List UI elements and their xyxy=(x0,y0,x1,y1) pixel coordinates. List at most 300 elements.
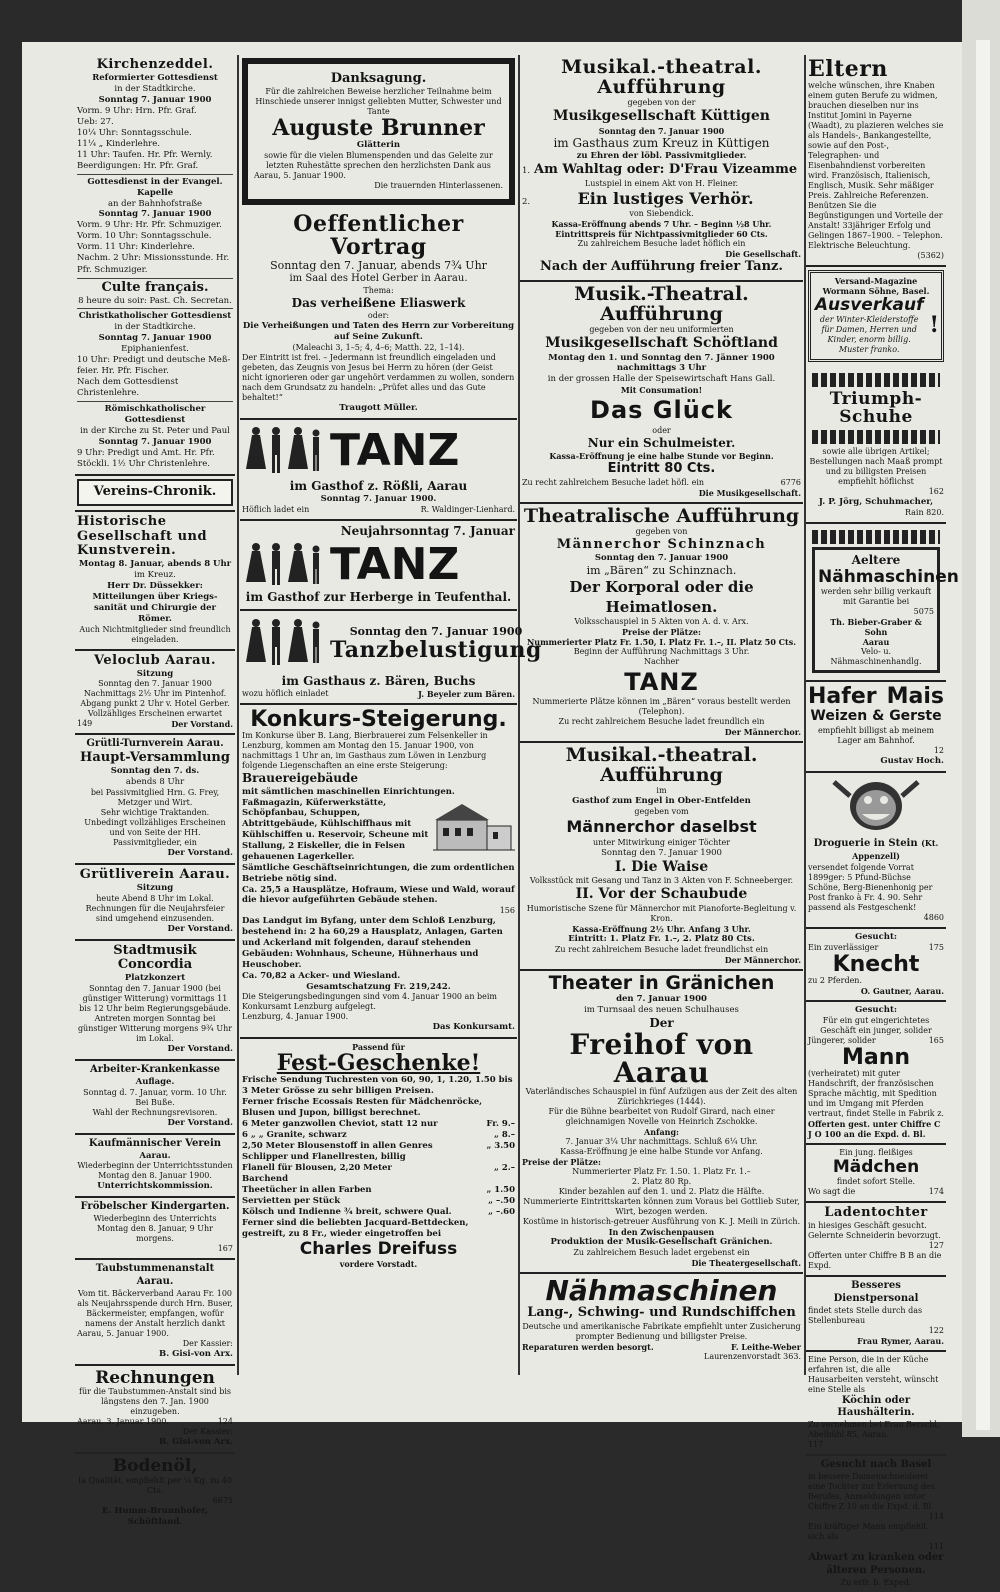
text: werden sehr billig verkauft mit Garantie bei xyxy=(820,587,932,607)
text: Zu erfr. b. Exped. xyxy=(840,1577,912,1587)
ad-graenichen xyxy=(520,971,803,1274)
ad-title: Mann xyxy=(841,1045,911,1071)
line: Vorm. 10 Uhr: Sonntagsschule. xyxy=(77,231,212,242)
item: Theetücher in allen Farben xyxy=(242,1185,372,1196)
text: (verheiratet) mit guter Handschrift, der französischen Sprache mächtig, mit Spedition und im Umgang mit Pferden vertraut, findet Stelle in Fabrik z. xyxy=(808,1069,944,1119)
ad-ausverkauf xyxy=(808,270,944,362)
line: 10 Uhr: Predigt und deutsche Meß- xyxy=(77,354,231,365)
text: sowie alle übrigen Artikel; Bestellungen nach Maaß prompt und zu billigsten Preisen empfiehlt höflichst xyxy=(809,447,943,487)
text: (Kt. Appenzell) xyxy=(852,837,939,861)
signature: Der Männerchor. xyxy=(724,727,801,738)
ad-title: Bodenöl, xyxy=(112,1456,198,1477)
text: in hiesiges Geschäft gesucht. Gelernte Schneiderin bevorzugt. xyxy=(808,1220,941,1240)
text: Vom tit. Bäckerverband Aarau Fr. 100 als Neujahrsspende durch Hrn. Buser, Bäckermeister, empfangen, wofür namens der Anstalt herzlich dankt xyxy=(77,1288,233,1328)
ad-title: Musik.-Theatral. Aufführung xyxy=(574,282,749,325)
address: vordere Vorstadt. xyxy=(339,1258,418,1269)
schedule xyxy=(77,220,233,275)
ad-taubstummenanstalt xyxy=(75,1260,235,1365)
price-row xyxy=(242,1174,515,1185)
schedule xyxy=(77,106,233,172)
ad-title: Theatralische Aufführung xyxy=(523,504,800,527)
text: Deutsche und amerikanische Fabrikate empfiehlt unter Zusicherung prompter Bedienung und billigster Preise. xyxy=(522,1321,801,1341)
text: Im Konkurse über B. Lang, Bierbrauerei zum Felsenkeller in Lenzburg, kommen am Montag den 15. Januar 1900, von nachmittags 1 Uhr an, im Gasthaus zum Löwen in Lenzburg folgende Liegenschaften an eine erste Steigerung: xyxy=(242,731,488,771)
text: Produktion der Musik-Gesellschaft Gränichen. xyxy=(550,1237,773,1248)
ad-title: Knecht xyxy=(832,952,920,978)
line: Beerdigungen: Hr. Pfr. Graf. xyxy=(77,160,199,171)
ad-triumph-schuhe xyxy=(806,367,946,524)
ornament-border xyxy=(812,430,940,444)
text: Preise der Plätze: xyxy=(522,1157,601,1168)
text: im Kreuz. xyxy=(134,570,176,581)
signature: Der Männerchor. xyxy=(724,955,801,966)
signature: O. Gautner, Aarau. xyxy=(860,986,944,997)
signature: F. Leithe-Weber xyxy=(730,1341,801,1352)
location: im Turnsaal des neuen Schulhauses xyxy=(584,1005,739,1016)
text: Kassa-Eröffnung je eine halbe Stunde vor Beginn. xyxy=(549,451,774,462)
play-title: Das Glück xyxy=(590,396,733,425)
ad-number: 4860 xyxy=(923,913,944,923)
location: im Saal des Hotel Gerber in Aarau. xyxy=(289,273,468,285)
item: Schlipper und Flanellresten, billig xyxy=(242,1152,406,1163)
play-subtitle: Vaterländisches Schauspiel in fünf Aufzügen aus der Zeit des alten Zürichkrieges (1444). xyxy=(525,1087,798,1107)
text: Mit Consumation! xyxy=(620,385,703,396)
ad-title: Kirchenzeddel. xyxy=(96,57,214,72)
price-row xyxy=(242,1141,515,1152)
text: welche wünschen, ihre Knaben einem guten Berufe zu widmen, brauchen dieselben nur ins Institut Jomini in Payerne (Waadt), zu plazieren welches sie als Handels-, Bankangestellte, sowie auf den Post-, Telegraphen- und Eisenbahndienst vorbereiten wird. Französisch, Italienisch, Englisch, Musik. Sehr mäßiger Preis. Zahlreiche Referenzen. Benützen Sie die Begünstigungen und Vorteile der Anstalt! 33jähriger Erfolg und Gelingen 1867–1900. – Telephon. Elektrische Beleuchtung. xyxy=(808,81,944,251)
signature: Der Vorstand. xyxy=(167,1044,233,1055)
text: findet stets Stelle durch das Stellenbureau xyxy=(808,1305,923,1325)
text: gegeben von xyxy=(635,526,688,536)
time: abends 8 Uhr xyxy=(125,777,185,788)
ad-title: Grütliverein Aarau. xyxy=(79,866,231,882)
play-subtitle: von Siebendick. xyxy=(629,209,694,219)
ad-title: Historische Gesellschaft und Kunstverein. xyxy=(77,513,208,559)
dancers-illustration xyxy=(242,540,324,590)
grinning-face-illustration xyxy=(826,776,926,834)
section-heading: Christkatholischer Gottesdienst xyxy=(78,311,232,322)
item-text: Das Landgut im Byfang, unter dem Schloß Lenzburg, bestehend in: 2 ha 60,29 a Hausplatz, Anlagen, Garten und Ackerland mit folgenden, darauf stehenden Gebäuden: Wohnhaus, Scheune, Hühnerhaus und Heuschober. xyxy=(242,916,503,970)
play-title: Nur ein Schulmeister. xyxy=(587,435,736,450)
text: 7. Januar 3¼ Uhr nachmittags. Schluß 6¼ Uhr. xyxy=(565,1137,758,1147)
signature: Die Gesellschaft. xyxy=(725,249,801,260)
column-4 xyxy=(806,55,959,1592)
text: Preise der Plätze: xyxy=(622,626,701,637)
text: Unbedingt vollzähliges Erscheinen und von Seite der HH. Passivmitglieder, ein xyxy=(84,817,226,847)
price: Eintritt 80 Cts. xyxy=(607,461,716,477)
play-title: Freihof von Aarau xyxy=(569,1028,754,1090)
ornament-border xyxy=(812,373,940,387)
text: Höflich ladet ein xyxy=(242,505,310,515)
item-text: Ca. 25,5 a Hausplätze, Hofraum, Wiese und Wald, worauf die hievor aufgeführten Gebäude stehen. xyxy=(242,884,515,906)
signature: R. Waldinger-Lienhard. xyxy=(420,505,515,515)
text: sowie für die vielen Blumenspenden und das Geleite zur letzten Ruhestätte sprechen den herzlichsten Dank aus xyxy=(264,150,493,170)
ad-number: 174 xyxy=(928,1187,944,1197)
text: Anfang: xyxy=(643,1127,679,1138)
play-subtitle: Lustspiel in einem Akt von H. Fleiner. xyxy=(584,178,739,188)
line: 11 Uhr: Taufen. Hr. Pfr. Wernly. xyxy=(77,149,213,160)
schedule xyxy=(77,355,233,399)
text: Frische Sendung Tuchresten von 60, 90, 1, 1.20, 1.50 bis 3 Meter Grösse zu sehr billigen Preisen. xyxy=(242,1075,513,1097)
ad-title: Nähmaschinen xyxy=(818,567,959,588)
price-row xyxy=(242,1163,515,1174)
text: im xyxy=(656,786,667,796)
line: Nachm. 2 Uhr: Missionsstunde. Hr. xyxy=(77,253,230,264)
price: „ –.60 xyxy=(488,1207,515,1218)
line: Pfr. Schmuziger. xyxy=(77,264,148,275)
text: Jüngerer, solider xyxy=(808,1036,876,1046)
text: Sonntag den 7. Januar 1900 Nachmittags 2½ Uhr im Pintenhof. Abgang punkt 2 Uhr v. Hotel Gerber. Vollzähliges Erscheinen erwartet xyxy=(80,679,230,719)
performer: Männerchor Schinznach xyxy=(556,536,767,552)
tanz-headline: TANZ xyxy=(624,667,699,696)
price-row xyxy=(242,1196,515,1207)
signature: E. Humm-Brunnhofer, Schöftland. xyxy=(101,1505,209,1527)
text: Wiederbeginn der Unterrichtsstunden Montag den 8. Januar 1900. xyxy=(77,1161,233,1181)
ad-ladentochter xyxy=(806,1203,946,1277)
text: Glätterin xyxy=(356,140,401,151)
item-text: Sämtliche Geschäftseinrichtungen, die zum ordentlichen Betriebe nötig sind. xyxy=(242,862,515,884)
text: an der Bahnhofstraße xyxy=(107,198,203,209)
heading: Gesucht: xyxy=(854,1005,898,1016)
ad-schinznach xyxy=(520,504,803,744)
ad-number: 165 xyxy=(928,1036,944,1046)
date: Aarau, 3. Januar 1900. xyxy=(77,1417,169,1427)
text: unter Mitwirkung einiger Töchter xyxy=(592,837,731,847)
price: Eintrittspreis für Nichtpassivmitglieder 60 Cts. xyxy=(555,229,768,240)
text: Nummerierte Eintrittskarten können zum Voraus bei Gottlieb Suter, Wirt, bezogen werden. xyxy=(523,1197,800,1217)
ad-subtitle: Auflage. xyxy=(135,1076,175,1087)
ad-title: Theater in Gränichen xyxy=(548,972,775,995)
ad-subtitle: Haupt-Versammlung xyxy=(80,750,230,766)
ad-subtitle: Platzkonzert xyxy=(124,973,186,984)
item: 6 „ „ Granite, schwarz xyxy=(242,1129,347,1140)
ad-maedchen xyxy=(806,1145,946,1203)
date: Sonntag 7. Januar 1900. xyxy=(320,494,437,505)
item: Barchend xyxy=(242,1174,289,1185)
location: im Gasthaus zum Kreuz in Küttigen xyxy=(553,135,770,150)
text: oder: xyxy=(367,311,390,321)
column-2 xyxy=(240,55,542,1273)
item-number: 2. xyxy=(522,196,531,207)
signature: Frau Rymer, Aarau. xyxy=(857,1335,944,1346)
ad-droguerie-stein xyxy=(806,773,946,929)
item: Flanell für Blousen, 2,20 Meter xyxy=(242,1163,392,1174)
ad-arbeiter-krankenkasse xyxy=(75,1061,235,1135)
play-subtitle: Volksstück mit Gesang und Tanz in 3 Akten von F. Schneeberger. xyxy=(529,876,794,886)
signature: Unterrichtskommission. xyxy=(97,1181,213,1192)
ad-title: Musikal.-theatral. Aufführung xyxy=(565,744,758,787)
note: Auch Nichtmitglieder sind freundlich eingeladen. xyxy=(79,624,231,644)
text: In den Zwischenpausen xyxy=(608,1227,715,1238)
ad-title: Danksagung. xyxy=(330,71,427,86)
ad-mann xyxy=(806,1002,946,1145)
text: Kassa-Eröffnung 2½ Uhr. Anfang 3 Uhr. xyxy=(572,924,751,935)
ad-title: Eltern xyxy=(808,56,888,82)
ad-oeffentlicher-vortrag xyxy=(240,210,517,420)
deceased-name: Auguste Brunner xyxy=(272,114,485,141)
ad-title-line xyxy=(808,838,944,864)
date: Sonntag den 7. Januar 1900 xyxy=(594,553,729,564)
vereins-chronik-banner xyxy=(75,476,235,512)
text: Ferner frische Ecossais Resten für Mädchenröcke, Blusen und Jupon, billigst berechnet. xyxy=(242,1097,483,1119)
total: Gesamtschatzung Fr. 219,242. xyxy=(306,981,451,992)
ad-title: Rechnungen xyxy=(95,1367,215,1388)
price: Nummerierter Platz Fr. 1.50. 1. Platz Fr. 1.– xyxy=(572,1167,751,1177)
page-edge xyxy=(962,0,1000,1437)
signature: Das Konkursamt. xyxy=(432,1022,515,1033)
line: Vorm. 9 Uhr: Hr. Pfr. Schmuziger. xyxy=(77,220,222,231)
signature-role: Der Kassier: xyxy=(182,1427,233,1437)
text: Kassa-Eröffnung abends 7 Uhr. – Beginn ½8 Uhr. xyxy=(551,219,772,230)
ad-title: Kaufmännischer Verein xyxy=(88,1137,222,1149)
exclamation-mark: ! xyxy=(929,311,939,338)
price: „ 8.– xyxy=(494,1129,515,1140)
price-row xyxy=(242,1207,515,1218)
item-text: Faßmagazin, Küferwerkstätte, Schöpfanbau, Schuppen, Abtrittgebäude, Kühlschiffhaus mit Kühlschiffen u. Reservoir, Scheune mit Stallung, 2 Eiskeller, die in Felsen gehauenen Lagerkeller. xyxy=(242,797,429,862)
speaker: Herr Dr. Düssekker: xyxy=(107,581,203,592)
text: Ein jung. fleißiges xyxy=(839,1148,913,1158)
ad-gruetli-turnverein xyxy=(75,735,235,864)
item: 2,50 Meter Blousenstoff in allen Genres xyxy=(242,1141,433,1152)
ad-koechin xyxy=(806,1352,946,1457)
line: feier. Hr. Pfr. Fischer. xyxy=(77,365,169,376)
text: Passend für xyxy=(352,1042,405,1053)
text: Offerten unter Chiffre B B an die Expd. xyxy=(808,1250,942,1270)
price-row xyxy=(242,1185,515,1196)
ad-title: Oeffentlicher Vortrag xyxy=(293,210,464,260)
text: Reparaturen werden besorgt. xyxy=(522,1341,654,1352)
signature: Die trauernden Hinterlassenen. xyxy=(374,180,503,190)
text: 8 heure du soir: Past. Ch. Secretan. xyxy=(78,295,232,306)
banner-title: Vereins-Chronik. xyxy=(77,479,233,506)
ad-subtitle: Sitzung xyxy=(136,882,174,893)
text: Epiphanienfest. xyxy=(121,344,189,355)
talk-title: Mitteilungen über Kriegs-sanität und Chirurgie der Römer. xyxy=(92,592,218,624)
item: 6 Meter ganzwollen Cheviot, statt 12 nur xyxy=(242,1118,438,1129)
ad-hafer-mais xyxy=(806,682,946,773)
date: Aarau, 5. Januar 1900. xyxy=(254,170,346,180)
performer: Männerchor daselbst xyxy=(566,817,757,837)
line: Stöckli. 1½ Uhr Christenlehre. xyxy=(77,458,210,469)
ad-kuettigen xyxy=(520,55,803,282)
text: Aeltere xyxy=(851,553,901,568)
signature: Gustav Hoch. xyxy=(880,756,944,767)
talk-title: Das verheißene Eliaswerk xyxy=(291,295,466,310)
text: gegeben von der neu uniformierten xyxy=(589,324,734,334)
text: in der Stadtkirche. xyxy=(114,83,196,94)
ad-dienstpersonal xyxy=(806,1277,946,1352)
text: Nachher xyxy=(643,656,680,666)
date: Sonntag 7. Januar 1900 xyxy=(98,436,212,447)
price: Eintritt: 1. Platz Fr. 1.–, 2. Platz 80 Cts. xyxy=(568,934,755,945)
ad-subtitle: Aarau. xyxy=(139,1150,171,1161)
text: Zu vernehmen bei Frau Berschl, Abelbühl 85, Aarau. xyxy=(808,1420,940,1440)
text: zu 2 Pferden. xyxy=(808,976,862,986)
line: Ueb: 27. xyxy=(77,116,114,127)
text: Velo- u. Nähmaschinenhandlg. xyxy=(830,647,922,667)
line: Vorm. 11 Uhr: Kinderlehre. xyxy=(77,242,195,253)
ad-title: Ausverkauf xyxy=(814,295,924,316)
signature: Der Vorstand. xyxy=(167,1117,233,1128)
line: Vorm. 9 Uhr: Hrn. Pfr. Graf. xyxy=(77,105,197,116)
date: Neujahrsonntag 7. Januar xyxy=(340,524,515,539)
section-heading: Gottesdienst in der Evangel. Kapelle xyxy=(87,176,223,198)
text: in der Stadtkirche. xyxy=(114,322,196,333)
text: Beginn der Aufführung Nachmittags 3 Uhr. xyxy=(573,646,750,656)
ad-ober-entfelden xyxy=(520,743,803,971)
text: Zu zahlreichem Besuche ladet höflich ein xyxy=(577,239,746,249)
text: Für ein gut eingerichtetes Geschäft ein junger, solider xyxy=(820,1016,932,1036)
schedule xyxy=(77,448,233,470)
item-text: Ca. 70,82 a Acker- und Wiesland. xyxy=(242,970,401,981)
product: Weizen & Gerste xyxy=(810,708,942,725)
line: 9 Uhr: Predigt und Amt. Hr. Pfr. xyxy=(77,447,215,458)
text: heute Abend 8 Uhr im Lokal. Rechnungen für die Neujahrsfeier sind umgehend einzusenden. xyxy=(85,893,225,923)
signature: J. Beyeler zum Bären. xyxy=(418,689,515,700)
text: Zu zahlreichem Besuch ladet ergebenst ein xyxy=(573,1248,750,1258)
ad-number: 6675 xyxy=(212,1495,233,1505)
text: Wo sagt die xyxy=(808,1187,856,1197)
text: wozu höflich einladet xyxy=(242,689,329,699)
location: im „Bären“ zu Schinznach. xyxy=(586,564,737,578)
ad-number: 167 xyxy=(217,1244,233,1254)
ad-bodenoel xyxy=(75,1454,235,1531)
ad-fest-geschenke xyxy=(240,1039,517,1272)
price: Nummerierter Platz Fr. 1.50, I. Platz Fr. 1.–, II. Platz 50 Cts. xyxy=(526,636,797,647)
ad-title: Abwart zu kranken oder älteren Personen. xyxy=(808,1551,944,1576)
ad-number: 156 xyxy=(499,906,515,916)
date: Sonntag den 7. ds. xyxy=(110,766,200,777)
price: „ 2.– xyxy=(494,1163,515,1174)
location: Aarau xyxy=(862,637,890,648)
ad-kirchenzeddel xyxy=(75,55,235,476)
price-row xyxy=(242,1119,515,1130)
text: Kassa-Eröffnung je eine halbe Stunde vor Anfang. xyxy=(560,1147,763,1157)
ad-title: Veloclub Aarau. xyxy=(94,652,216,668)
text: Nach der Aufführung freier Tanz. xyxy=(540,259,783,275)
time: nachmittags 3 Uhr xyxy=(616,363,707,374)
section-heading: Reformierter Gottesdienst xyxy=(92,72,218,83)
location: Gasthof zum Engel in Ober-Entfelden xyxy=(572,796,751,807)
ad-title: Konkurs-Steigerung. xyxy=(250,707,507,733)
text: gegeben von der xyxy=(627,97,696,107)
text: Sonntag den 7. Januar 1900 (bei günstiger Witterung) vormittags 11 bis 12 Uhr beim Regierungsgebäude. xyxy=(79,984,231,1014)
price-list xyxy=(242,1119,515,1218)
item-number: 1. xyxy=(522,166,531,177)
text: Antreten morgen Sonntag bei günstiger Witterung morgens 9¾ Uhr im Lokal. xyxy=(77,1014,233,1044)
date: Sonntag 7. Januar 1900 xyxy=(98,94,212,105)
column-3 xyxy=(520,55,803,1366)
location: im Gasthof zur Herberge in Teufenthal. xyxy=(245,589,512,604)
ad-gesucht-basel xyxy=(806,1456,946,1591)
text: Thema: xyxy=(363,285,394,295)
ad-historische-gesellschaft xyxy=(75,512,235,651)
ad-number: 127 xyxy=(928,1240,944,1250)
ad-aeltere-naehmaschinen xyxy=(806,524,959,682)
text: Offerten gest. unter Chiffre C J O 100 an die Expd. d. Bl. xyxy=(808,1119,941,1140)
play-title: II. Vor der Schaubude xyxy=(575,886,748,903)
signature: Die Theatergesellschaft. xyxy=(691,1258,801,1269)
dancers-illustration xyxy=(242,614,324,674)
text: Ein kräftiger Mann empfiehlt sich als xyxy=(808,1521,927,1541)
signature: Charles Dreifuss xyxy=(299,1239,458,1260)
ad-number: (5362) xyxy=(917,251,944,261)
ad-tanz-teufenthal xyxy=(240,521,517,611)
text: empfiehlt billigst ab meinem Lager am Bahnhof. xyxy=(817,726,935,746)
ad-kaufmaennischer-verein xyxy=(75,1135,235,1199)
ad-knecht xyxy=(806,929,946,1002)
text: Für die Bühne bearbeitet von Rudolf Girard, nach einer gleichnamigen Novelle von Heinrich Zschokke. xyxy=(548,1107,775,1127)
signature: Der Vorstand. xyxy=(167,847,233,858)
text: Kostüme in historisch-getreuer Ausführung von K. J. Meili in Zürich. xyxy=(522,1217,801,1227)
section-heading: Römischkatholischer Gottesdienst xyxy=(104,404,206,425)
play-title: I. Die Waise xyxy=(614,858,709,875)
play-title: Am Wahltag oder: D'Frau Vizeamme xyxy=(534,162,798,178)
price: „ 3.50 xyxy=(486,1141,515,1152)
text: Für die zahlreichen Beweise herzlicher Teilnahme beim Hinschiede unserer innigst geliebten Mutter, Schwester und Tante xyxy=(255,86,502,116)
text: Eine Person, die in der Küche erfahren ist, die alle Hausarbeiten versteht, wünscht eine Stelle als xyxy=(808,1354,939,1394)
section-heading: Culte français. xyxy=(101,279,209,295)
ad-number: 111 xyxy=(928,1541,944,1551)
text: Der Eintritt ist frei. – Jedermann ist freundlich eingeladen und gebeten, das Zeugnis von Jesus bei Herrn zu hören (der Geist nicht ignorieren oder gar ungehört verdammen zu wollen, sondern nach dem Grundsatz zu handeln: „Prüfet alles und das Gute behaltet!“ xyxy=(242,353,515,403)
text: Nummerierte Plätze können im „Bären“ voraus bestellt werden (Telephon). xyxy=(532,697,791,717)
ad-number: 175 xyxy=(928,943,944,953)
text: der Winter-Kleiderstoffe für Damen, Herren und Kinder, enorm billig. Muster franko. xyxy=(819,314,919,354)
location: im Gasthaus z. Bären, Buchs xyxy=(281,673,476,688)
ad-number: 5075 xyxy=(913,607,934,617)
dancers-illustration xyxy=(242,423,324,479)
ad-danksagung xyxy=(242,58,515,205)
item-text: mit sämtlichen maschinellen Einrichtungen. xyxy=(242,786,455,797)
signature: Traugott Müller. xyxy=(339,403,418,414)
price-row xyxy=(242,1152,515,1163)
signature: B. Gisi-von Arx. xyxy=(159,1437,233,1448)
signature: B. Gisi-von Arx. xyxy=(159,1348,233,1359)
line: 11¼ „ Kinderlehre. xyxy=(77,138,160,149)
ad-title: Grütli-Turnverein Aarau. xyxy=(86,738,224,750)
signature: Die Musikgesellschaft. xyxy=(698,487,801,498)
ad-veloclub xyxy=(75,651,235,736)
signature: Th. Bieber-Graber & Sohn xyxy=(830,617,922,638)
ad-schoeftland xyxy=(520,282,803,504)
text: oder xyxy=(652,425,671,435)
text: für die Taubstummen-Anstalt sind bis längstens den 7. Jan. 1900 einzugeben. xyxy=(78,1387,232,1417)
ad-number: 12 xyxy=(933,746,944,756)
ad-eltern xyxy=(806,55,946,267)
signature-role: Der Kassier: xyxy=(182,1338,233,1348)
date: Sonntag den 7. Januar 1900 xyxy=(598,125,725,136)
performer: Musikgesellschaft Küttigen xyxy=(553,107,770,124)
text: Ia Qualität, empfiehlt per ¼ Kg. zu 40 Cts. xyxy=(77,1475,233,1495)
ad-gruetliverein xyxy=(75,865,235,941)
line: 10¼ Uhr: Sonntagsschule. xyxy=(77,127,192,138)
text: Wiederbeginn des Unterrichts Montag den 8. Januar, 9 Uhr morgens. xyxy=(93,1214,217,1244)
brewery-illustration xyxy=(433,798,515,854)
column-1 xyxy=(75,55,235,1532)
ad-title: Fest-Geschenke! xyxy=(276,1050,481,1077)
ad-number: 117 xyxy=(808,1440,824,1450)
price-row xyxy=(242,1130,515,1141)
text: Der xyxy=(649,1015,674,1030)
play-subtitle: Volksschauspiel in 5 Akten von A. d. v. Arx. xyxy=(574,616,749,626)
date: Sonntag den 7. Januar, abends 7¾ Uhr xyxy=(270,259,487,273)
tanz-headline: Tanzbelustigung xyxy=(330,637,542,664)
date: Sonntag den 7. Januar 1900 xyxy=(601,847,722,858)
text: Kinder bezahlen auf den 1. und 2. Platz die Hälfte. xyxy=(558,1187,765,1197)
ad-number: 122 xyxy=(928,1325,944,1335)
text: Wahl der Rechnungsrevisoren. xyxy=(92,1107,218,1117)
ad-tanzbelustigung xyxy=(240,611,542,705)
price: „ –.50 xyxy=(488,1196,515,1207)
